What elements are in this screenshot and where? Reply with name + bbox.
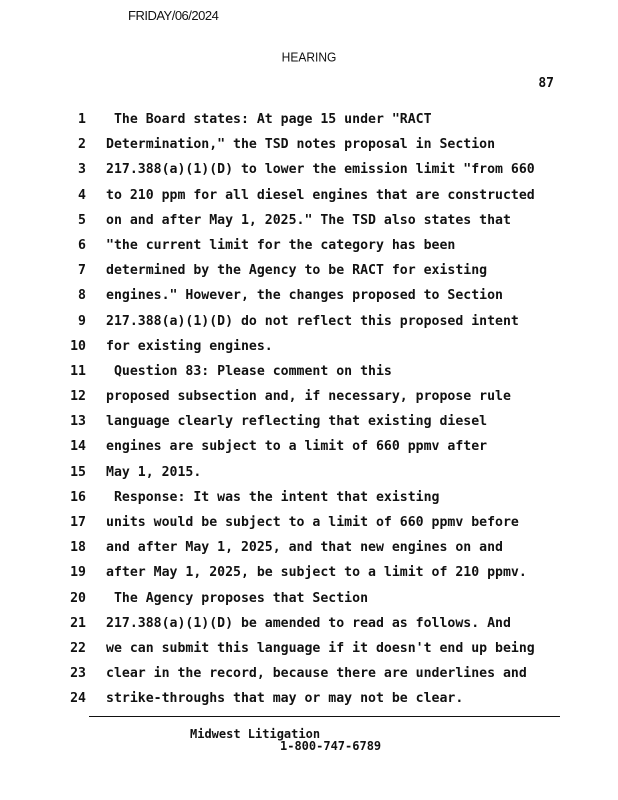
line-text: May 1, 2015.	[106, 464, 202, 480]
transcript-line	[0, 238, 618, 263]
transcript-line	[0, 213, 618, 238]
transcript-line	[0, 364, 618, 389]
line-number: 7	[78, 263, 86, 279]
transcript-line	[0, 490, 618, 515]
transcript-line	[0, 339, 618, 364]
transcript-line	[0, 137, 618, 162]
line-number: 17	[70, 515, 86, 530]
line-number: 5	[78, 212, 86, 228]
page-number: 87	[538, 76, 554, 91]
transcript-line	[0, 540, 618, 565]
line-number: 3	[78, 162, 86, 178]
transcript-line	[0, 616, 618, 641]
line-number: 13	[70, 414, 86, 430]
transcript-line	[0, 691, 618, 716]
footer-divider	[89, 716, 560, 717]
line-text: language clearly reflecting that existing diesel	[106, 414, 488, 430]
line-number: 11	[70, 363, 86, 379]
line-text: on and after May 1, 2025." The TSD also states that	[106, 212, 511, 228]
transcript-line	[0, 439, 618, 464]
line-number: 19	[70, 565, 86, 581]
line-text: proposed subsection and, if necessary, propose rule	[106, 389, 511, 405]
line-number: 24	[70, 691, 86, 707]
line-text: 217.388(a)(1)(D) be amended to read as follows. And	[106, 615, 511, 631]
document-title: HEARING	[281, 49, 337, 65]
transcript-line	[0, 591, 618, 616]
line-number: 12	[70, 389, 86, 405]
line-number: 10	[70, 338, 86, 354]
line-text: Question 83: Please comment on this	[106, 363, 392, 379]
line-text: engines." However, the changes proposed to Section	[106, 288, 503, 304]
footer-company: Midwest Litigation	[190, 727, 321, 741]
transcript-line	[0, 465, 618, 490]
transcript-line	[0, 263, 618, 288]
line-text: The Board states: At page 15 under "RACT	[106, 112, 432, 127]
line-text: to 210 ppm for all diesel engines that are constructed	[106, 187, 535, 203]
line-number: 21	[70, 615, 86, 631]
line-number: 15	[70, 464, 86, 480]
line-text: strike-throughs that may or may not be clear.	[106, 691, 464, 707]
line-text: Response: It was the intent that existing	[106, 489, 440, 505]
transcript-line	[0, 112, 618, 137]
line-number: 16	[70, 489, 86, 505]
line-text: and after May 1, 2025, and that new engines on and	[106, 540, 503, 556]
header-date: FRIDAY/06/2024	[128, 8, 219, 23]
line-number: 22	[70, 640, 86, 656]
line-text: we can submit this language if it doesn't end up being	[106, 640, 535, 656]
line-number: 8	[78, 288, 86, 304]
line-text: engines are subject to a limit of 660 ppmv after	[106, 439, 488, 455]
line-number: 2	[78, 137, 86, 153]
transcript-line	[0, 666, 618, 691]
line-number: 23	[70, 666, 86, 682]
line-text: units would be subject to a limit of 660 ppmv before	[106, 515, 519, 530]
line-number: 4	[78, 187, 86, 203]
line-text: Determination," the TSD notes proposal in Section	[106, 137, 496, 153]
line-text: for existing engines.	[106, 338, 273, 354]
line-number: 20	[70, 590, 86, 606]
line-number: 1	[78, 112, 86, 127]
line-text: clear in the record, because there are underlines and	[106, 666, 527, 682]
line-text: determined by the Agency to be RACT for existing	[106, 263, 488, 279]
line-text: 217.388(a)(1)(D) to lower the emission limit "from 660	[106, 162, 535, 178]
transcript-body	[0, 112, 618, 717]
transcript-line	[0, 288, 618, 313]
transcript-line	[0, 188, 618, 213]
footer-phone: 1-800-747-6789	[280, 739, 382, 753]
transcript-line	[0, 162, 618, 187]
transcript-line	[0, 414, 618, 439]
line-number: 9	[78, 313, 86, 329]
transcript-line	[0, 314, 618, 339]
line-number: 6	[78, 237, 86, 253]
transcript-line	[0, 641, 618, 666]
line-text: 217.388(a)(1)(D) do not reflect this proposed intent	[106, 313, 519, 329]
transcript-line	[0, 515, 618, 540]
transcript-line	[0, 389, 618, 414]
line-text: "the current limit for the category has been	[106, 237, 456, 253]
transcript-line	[0, 565, 618, 590]
line-number: 14	[70, 439, 86, 455]
line-text: The Agency proposes that Section	[106, 590, 369, 606]
line-number: 18	[70, 540, 86, 556]
line-text: after May 1, 2025, be subject to a limit of 210 ppmv.	[106, 565, 527, 581]
